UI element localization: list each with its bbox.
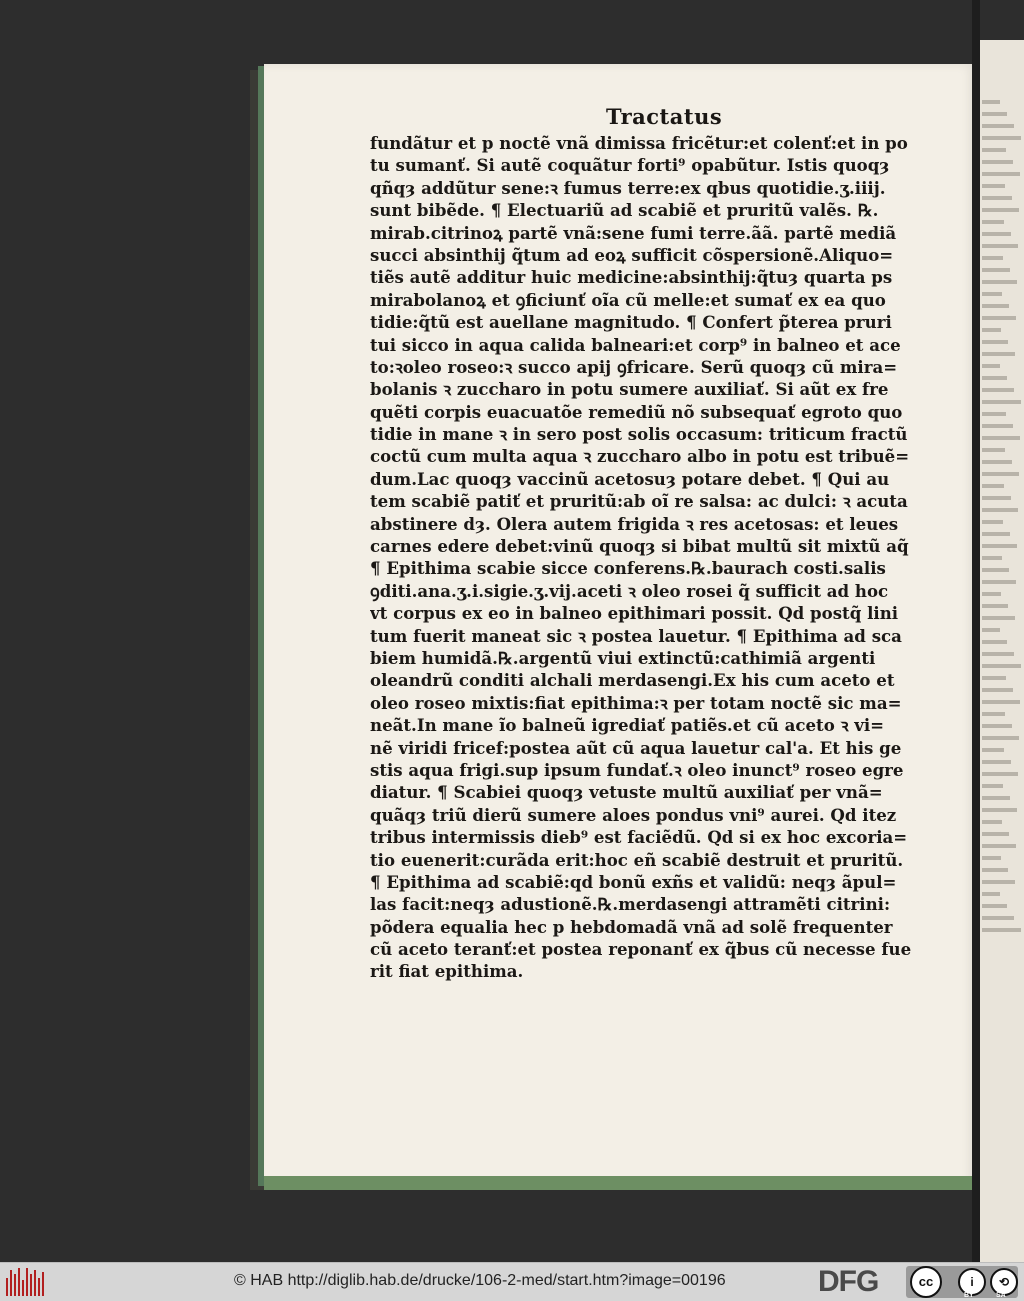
facing-text-trace [982,928,1021,932]
text-line: mirabolanoꝝ et ꝯficiunť oĩa cũ melle:et sumať ex ea quo [370,289,886,310]
text-line: ¶ Epithima scabie sicce conferens.℞.baurach costi.salis [370,558,886,579]
facing-text-trace [982,208,1019,212]
facing-text-trace [982,916,1014,920]
text-line: põdera equalia hec p hebdomadã vnã ad solẽ frequenter [370,916,893,937]
facing-text-trace [982,604,1008,608]
text-line: abstinere dȝ. Olera autem frigida ꝛ res acetosas: et leues [370,513,899,534]
facing-text-trace [982,460,1012,464]
text-line: succi absinthij q̃tum ad eoꝝ sufficit cõspersionẽ.Aliquo= [370,244,894,265]
text-line: stis aqua frigi.sup ipsum fundať.ꝛ oleo inunct⁹ roseo egre [370,759,904,780]
text-line: diatur. ¶ Scabiei quoqȝ vetuste multũ auxiliať per vnã= [370,782,883,803]
facing-text-trace [982,340,1008,344]
hab-logo-bar [26,1268,28,1296]
facing-text-trace [982,808,1017,812]
facing-text-trace [982,796,1010,800]
facing-text-trace [982,544,1017,548]
text-line: dum.Lac quoqȝ vaccinũ acetosuȝ potare debet. ¶ Qui au [370,468,890,489]
facing-text-trace [982,220,1004,224]
facing-text-trace [982,676,1006,680]
facing-text-trace [982,100,1000,104]
viewer-footer [0,1262,1024,1301]
hab-logo-bar [42,1272,44,1296]
facing-text-trace [982,496,1011,500]
text-line: cũ aceto teranť:et postea reponanť ex q̃bus cũ necesse fue [370,939,912,960]
hab-logo-bar [10,1270,12,1296]
hab-logo-bar [38,1278,40,1296]
facing-text-trace [982,760,1011,764]
text-line: tidie:q̃tũ est auellane magnitudo. ¶ Confert p̃terea pruri [370,312,892,333]
hab-logo-bar [34,1270,36,1296]
cc-license-badge[interactable] [906,1266,1018,1298]
hab-logo-bar [30,1274,32,1296]
facing-text-trace [982,688,1013,692]
text-line: nẽ viridi fricef:postea aũt cũ aqua lauetur cal'a. Et his ge [370,737,902,758]
facing-page [980,40,1024,1262]
cc-by-label: BY [964,1292,974,1299]
text-line: tui sicco in aqua calida balneari:et corp⁹ in balneo et ace [370,334,901,355]
text-line: biem humidã.℞.argentũ viui extinctũ:cathimiã argenti [370,647,876,668]
facing-text-trace [982,316,1016,320]
facing-text-trace [982,112,1007,116]
facing-text-trace [982,700,1020,704]
text-line: rit fiat epithima. [370,961,524,982]
cc-by-icon: i [958,1268,986,1296]
text-line: tem scabiẽ patiť et pruritũ:ab oĩ re salsa: ac dulci: ꝛ acuta [370,491,908,512]
text-line: to:ꝛoleo roseo:ꝛ succo apij ꝯfricare. Serũ quoqȝ cũ mira= [370,356,898,377]
text-line: ꝯditi.ana.ʒ.i.sigie.ʒ.vij.aceti ꝛ oleo rosei q̃ sufficit ad hoc [370,580,889,601]
cc-sa-label: SA [996,1292,1006,1299]
facing-text-trace [982,772,1018,776]
cc-sa-icon: ⟲ [990,1268,1018,1296]
text-line: tidie in mane ꝛ in sero post solis occasum: triticum fractũ [370,424,908,445]
text-line: sunt bibẽde. ¶ Electuariũ ad scabiẽ et pruritũ valẽs. ℞. [370,200,879,221]
facing-text-trace [982,160,1013,164]
facing-text-trace [982,892,1000,896]
text-line: tu sumanť. Si autẽ coquãtur forti⁹ opabũtur. Istis quoqȝ [370,155,890,176]
facing-text-trace [982,388,1014,392]
page-text-block [370,132,940,983]
facing-text-trace [982,244,1018,248]
running-head: Tractatus [606,104,723,129]
cc-license-icon: cc [910,1266,942,1298]
facing-text-trace [982,784,1003,788]
facing-text-trace [982,664,1021,668]
facing-text-trace [982,904,1007,908]
text-line: tribus intermissis dieb⁹ est faciẽdũ. Qd si ex hoc excoria= [370,827,908,848]
text-line: oleandrũ conditi alchali merdasengi.Ex his cum aceto et [370,670,895,691]
facing-text-trace [982,628,1000,632]
facing-text-trace [982,448,1005,452]
text-line: quãqȝ triũ dierũ sumere aloes pondus vni⁹ aurei. Qd itez [370,804,897,825]
book-gutter [972,0,980,1262]
text-line: qñqȝ addũtur sene:ꝛ fumus terre:ex qbus quotidie.ʒ.iiij. [370,177,886,198]
facing-text-trace [982,532,1010,536]
facing-text-trace [982,844,1016,848]
facing-text-trace [982,856,1001,860]
facing-text-trace [982,292,1002,296]
page-bottom-edge [264,1176,976,1190]
facing-text-trace [982,136,1021,140]
hab-logo-bar [14,1274,16,1296]
facing-text-trace [982,724,1012,728]
copyright-link[interactable]: © HAB http://diglib.hab.de/drucke/106-2-med/start.htm?image=00196 [234,1272,726,1289]
facing-text-trace [982,556,1002,560]
hab-logo-icon[interactable] [6,1268,46,1296]
text-line: oleo roseo mixtis:fiat epithima:ꝛ per totam noctẽ sic ma= [370,692,902,713]
text-line: tio euenerit:curãda erit:hoc eñ scabiẽ destruit et pruritũ. [370,849,904,870]
facing-text-trace [982,376,1007,380]
facing-text-trace [982,364,1000,368]
facing-text-trace [982,568,1009,572]
facing-text-trace [982,652,1014,656]
facing-text-trace [982,412,1006,416]
facing-text-trace [982,472,1019,476]
text-line: carnes edere debet:vinũ quoqȝ si bibat multũ sit mixtũ aq̃ [370,536,909,557]
facing-text-trace [982,268,1010,272]
facing-text-trace [982,232,1011,236]
facing-text-trace [982,880,1015,884]
facing-text-trace [982,424,1013,428]
text-line: bolanis ꝛ zuccharo in potu sumere auxiliať. Si aũt ex fre [370,379,889,400]
text-line: las facit:neqȝ adustionẽ.℞.merdasengi attramẽti citrini: [370,894,891,915]
facing-text-trace [982,736,1019,740]
facing-text-trace [982,712,1005,716]
facing-text-trace [982,520,1003,524]
text-line: quẽti corpis euacuatõe remediũ nõ subsequať egroto quo [370,401,903,422]
facing-text-trace [982,256,1003,260]
hab-logo-bar [18,1268,20,1296]
facing-text-trace [982,400,1021,404]
facing-text-trace [982,124,1014,128]
facing-text-trace [982,304,1009,308]
facing-text-trace [982,868,1008,872]
facing-text-trace [982,148,1006,152]
facing-text-trace [982,436,1020,440]
text-line: fundãtur et p noctẽ vnã dimissa fricẽtur:et colenť:et in po [370,133,908,153]
facing-text-trace [982,484,1004,488]
facing-text-trace [982,508,1018,512]
facing-text-trace [982,820,1002,824]
text-line: mirab.citrinoꝝ partẽ vnã:sene fumi terre.ãã. partẽ mediã [370,222,897,243]
facing-text-trace [982,580,1016,584]
facing-text-trace [982,172,1020,176]
facing-text-trace [982,184,1005,188]
facing-text-trace [982,328,1001,332]
text-line: ¶ Epithima ad scabiẽ:qd bonũ exñs et validũ: neqȝ ãpul= [370,871,897,892]
facing-text-trace [982,352,1015,356]
text-line: tiẽs autẽ additur huic medicine:absinthij:q̃tuȝ quarta ps [370,267,893,288]
facing-page-text-traces [982,100,1022,1000]
facing-text-trace [982,616,1015,620]
text-line: vt corpus ex eo in balneo epithimari possit. Qd postq̃ lini [370,603,899,624]
hab-logo-bar [22,1280,24,1296]
text-line: neãt.In mane ĩo balneũ igrediať patiẽs.et cũ aceto ꝛ vi= [370,715,885,736]
facing-text-trace [982,280,1017,284]
facing-text-trace [982,640,1007,644]
facing-text-trace [982,592,1001,596]
dfg-logo[interactable]: DFG [818,1265,879,1298]
text-line: coctũ cum multa aqua ꝛ zuccharo albo in potu est tribuẽ= [370,446,910,467]
text-line: tum fuerit maneat sic ꝛ postea lauetur. ¶ Epithima ad sca [370,625,902,646]
facing-text-trace [982,196,1012,200]
facing-text-trace [982,748,1004,752]
hab-logo-bar [6,1278,8,1296]
facing-text-trace [982,832,1009,836]
